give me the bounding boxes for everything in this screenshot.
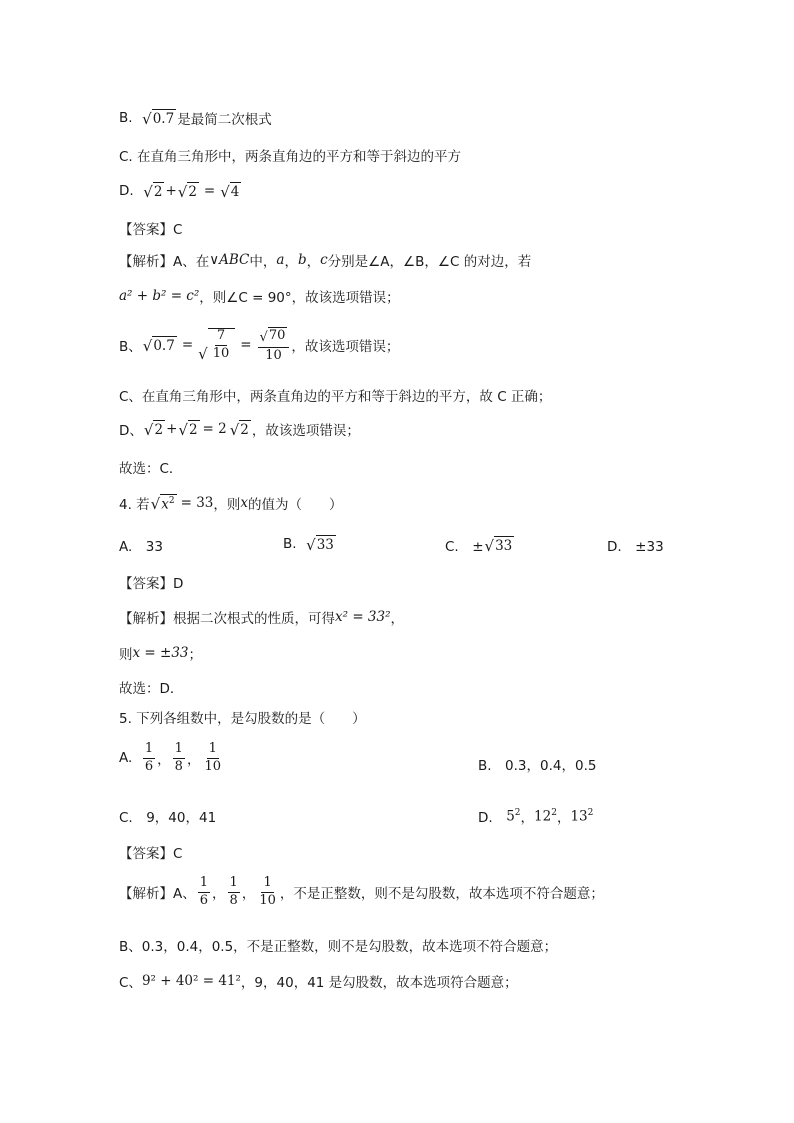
operator: = <box>240 337 252 354</box>
text: ， <box>556 810 571 826</box>
text: ， <box>284 254 298 270</box>
math: x² = 33² <box>335 609 391 625</box>
explanation-line <box>119 327 399 364</box>
sqrt-expression: √ 2 <box>143 183 163 201</box>
text: ， <box>390 611 405 627</box>
sqrt-expression: √ 33 <box>484 537 513 555</box>
math: 9² + 40² = 41² <box>141 973 241 989</box>
option-b-line <box>119 108 272 128</box>
math: b <box>297 252 307 268</box>
explanation-line <box>119 419 360 439</box>
sqrt-expression: √ 33 <box>306 536 334 554</box>
text: ， <box>157 752 171 769</box>
explanation-line <box>119 643 202 663</box>
sqrt-expression: √ 2 <box>143 421 164 439</box>
text: ，则∠C = 90°，故该选项错误； <box>199 290 400 306</box>
q5-option-c: C. 9，40，41 <box>119 810 217 826</box>
explanation-line <box>119 876 604 909</box>
explanation-line: C、在直角三角形中，两条直角边的平方和等于斜边的平方，故 C 正确； <box>119 389 552 405</box>
q5-option-b: B. 0.3，0.4，0.5 <box>478 758 597 774</box>
option-label: B. <box>283 536 297 552</box>
option-d-line <box>119 182 242 200</box>
text: D、 <box>119 423 143 439</box>
q4-option-b <box>283 535 337 553</box>
math: a² + b² = c² <box>119 288 200 304</box>
text: ， <box>241 886 256 903</box>
text: B、 <box>119 339 142 356</box>
text: 【解析】A、 <box>119 886 196 903</box>
selection-line: 故选：C． <box>119 461 183 477</box>
sqrt-fraction: √ $\frac{7}{10}$ <box>198 328 235 362</box>
option-c-line: C. 在直角三角形中，两条直角边的平方和等于斜边的平方 <box>119 149 462 165</box>
math: ∨ABC <box>209 252 250 268</box>
text: ， <box>520 810 535 826</box>
option-label: D. <box>119 183 134 199</box>
answer-label: 【答案】D <box>119 576 184 592</box>
option-label: D. <box>478 810 507 826</box>
option-label: B. <box>119 110 133 126</box>
selection-line: 故选：D． <box>119 681 184 697</box>
math: $13^2$ <box>570 807 594 825</box>
math: c <box>320 252 328 268</box>
operator: = <box>181 337 194 354</box>
sqrt-expression: √ 0.7 <box>142 337 175 356</box>
math: x = ±33 <box>132 645 189 661</box>
option-label: C. ± <box>445 539 484 555</box>
text: 分别是∠A，∠B，∠C 的对边，若 <box>327 254 532 270</box>
q5-option-d <box>478 806 593 826</box>
option-label: A. <box>119 750 133 767</box>
fraction: $\frac{1}{10}$ <box>259 875 276 908</box>
text: C、 <box>119 975 142 991</box>
sqrt-expression: √ 2 <box>229 421 249 439</box>
math: = 33 <box>180 495 214 511</box>
text: ，不是正整数，则不是勾股数，故本选项不符合题意； <box>279 886 604 903</box>
q5-option-a <box>119 742 225 775</box>
text: 【解析】A、在 <box>119 254 210 270</box>
fraction: $\frac{1}{8}$ <box>174 741 183 774</box>
sqrt-expression: √ $x^2$ <box>150 495 175 514</box>
math: $12^2$ <box>534 807 557 825</box>
explanation-line <box>119 971 518 991</box>
explanation-line: B、0.3，0.4，0.5，不是正整数，则不是勾股数，故本选项不符合题意； <box>119 939 558 955</box>
text: ，故该选项错误； <box>251 423 360 439</box>
text: 则 <box>119 647 133 663</box>
sqrt-expression: √ 0.7 <box>142 110 175 128</box>
text: ； <box>188 647 202 663</box>
text: 的值为（ ） <box>248 497 343 513</box>
text: ，故该选项错误； <box>291 339 400 356</box>
fraction: $\frac{1}{10}$ <box>204 741 221 774</box>
explanation-line <box>119 286 400 306</box>
fraction: $\frac{1}{6}$ <box>199 875 209 908</box>
math: x <box>240 495 248 511</box>
sqrt-expression: √ 4 <box>220 183 240 201</box>
text: 中， <box>249 254 277 270</box>
text: ， <box>186 752 201 769</box>
answer-label: 【答案】C <box>119 846 183 862</box>
fraction: $\frac{1}{8}$ <box>229 875 238 908</box>
q4-option-d: D. ±33 <box>607 539 664 555</box>
q4-option-c <box>445 535 515 555</box>
math: a <box>276 252 285 268</box>
sqrt-expression: √ 2 <box>178 421 198 439</box>
text: 4. 若 <box>119 497 150 513</box>
text: ， <box>212 886 226 903</box>
sqrt-expression: √ 2 <box>177 183 197 201</box>
question-5: 5. 下列各组数中，是勾股数的是（ ） <box>119 711 366 727</box>
option-text: 是最简二次根式 <box>177 112 272 128</box>
operator: = <box>203 183 216 199</box>
operator: = 2 <box>202 421 227 437</box>
text: ， <box>306 254 321 270</box>
text: ，则 <box>213 497 241 513</box>
explanation-line <box>119 607 404 627</box>
question-4 <box>119 493 343 513</box>
operator: + <box>166 421 178 437</box>
fraction: $\frac{7}{10}$ <box>212 328 230 362</box>
fraction: √ 70 10 <box>258 327 290 364</box>
operator: + <box>165 183 177 199</box>
fraction: $\frac{1}{6}$ <box>144 741 154 774</box>
explanation-line <box>119 250 531 270</box>
math: $5^2$ <box>506 807 521 825</box>
q4-option-a: A. 33 <box>119 539 163 555</box>
text: 【解析】根据二次根式的性质，可得 <box>119 611 335 627</box>
text: ，9，40，41 是勾股数，故本选项符合题意； <box>240 975 518 991</box>
answer-label: 【答案】C <box>119 222 183 238</box>
